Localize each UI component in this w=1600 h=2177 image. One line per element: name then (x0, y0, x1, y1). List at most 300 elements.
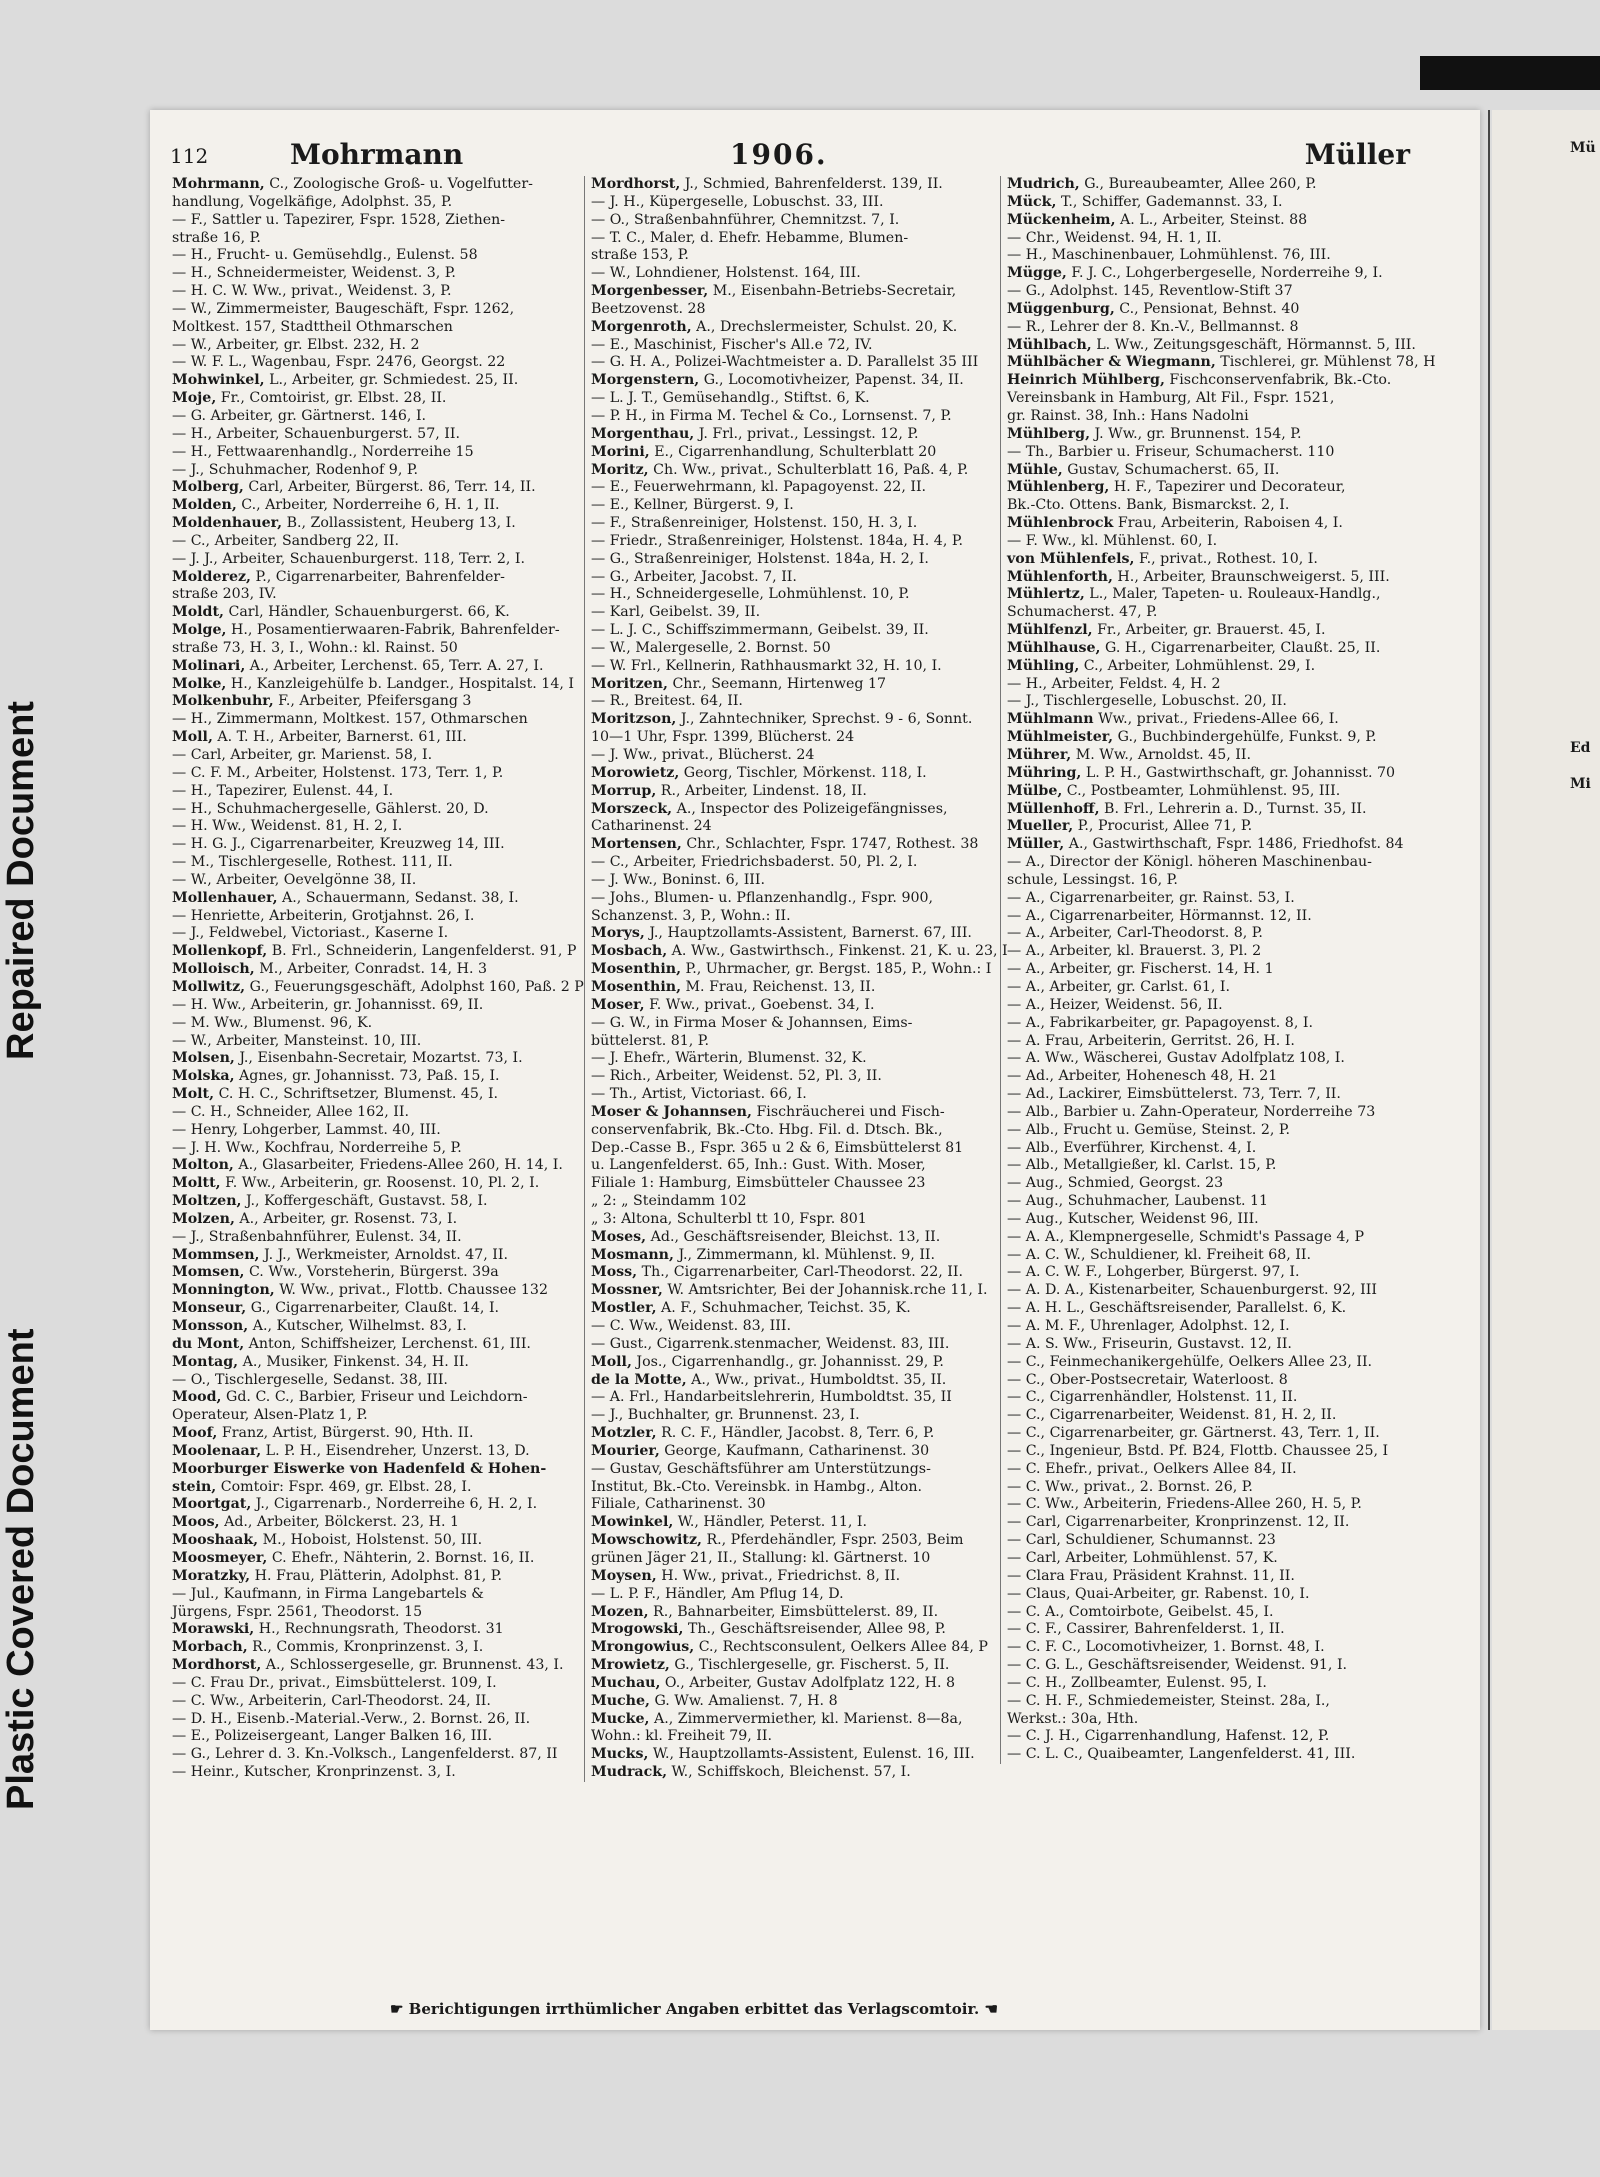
directory-entry (1007, 1104, 1412, 1122)
entry-surname: Momsen, (172, 1264, 245, 1281)
entry-surname: Moldenhauer, (172, 515, 283, 532)
entry-surname: Mückenheim, (1007, 211, 1116, 228)
entry-text: — F. Ww., kl. Mühlenst. 60, I. (1007, 532, 1218, 549)
entry-text: — E., Polizeisergeant, Langer Balken 16, III. (172, 1728, 493, 1745)
entry-surname: Morowietz, (591, 764, 680, 781)
directory-entry (591, 1104, 996, 1122)
scanner-black-tab (1420, 56, 1600, 90)
directory-entry (172, 1140, 577, 1158)
directory-entry (1007, 372, 1412, 390)
entry-text: — A., Arbeiter, kl. Brauerst. 3, Pl. 2 (1007, 943, 1262, 960)
entry-text: — L. J. C., Schiffszimmermann, Geibelst. 39, II. (591, 622, 929, 639)
directory-entry (591, 1300, 996, 1318)
directory-entry (591, 1229, 996, 1247)
entry-surname: Molberg, (172, 479, 244, 496)
entry-text: — W., Arbeiter, gr. Elbst. 232, H. 2 (172, 336, 420, 353)
directory-entry (172, 1015, 577, 1033)
entry-text: — H., Zimmermann, Moltkest. 157, Othmarschen (172, 711, 528, 728)
directory-entry (1007, 622, 1412, 640)
directory-entry (1007, 1140, 1412, 1158)
directory-entry (1007, 801, 1412, 819)
directory-entry (172, 1443, 577, 1461)
directory-entry (1007, 818, 1412, 836)
entry-text: H., Rechnungsrath, Theodorst. 31 (254, 1621, 504, 1638)
entry-text: — C., Feinmechanikergehülfe, Oelkers Allee 23, II. (1007, 1353, 1373, 1370)
entry-text: — C. G. L., Geschäftsreisender, Weidenst. 91, I. (1007, 1657, 1348, 1674)
entry-text: — A. H. L., Geschäftsreisender, Parallelst. 6, K. (1007, 1300, 1347, 1317)
entry-text: W., Schiffskoch, Bleichenst. 57, I. (667, 1764, 911, 1781)
directory-entry (591, 1711, 996, 1729)
directory-entry (172, 658, 577, 676)
entry-text: — C., Arbeiter, Friedrichsbaderst. 50, Pl. 2, I. (591, 854, 918, 871)
entry-text: — H., Frucht- u. Gemüsehdlg., Eulenst. 58 (172, 247, 478, 264)
directory-entry (591, 1372, 996, 1390)
entry-surname: Molt, (172, 1086, 215, 1103)
entry-text: — P. H., in Firma M. Techel & Co., Lornsenst. 7, P. (591, 407, 952, 424)
entry-text: conservenfabrik, Bk.-Cto. Hbg. Fil. d. Dtsch. Bk., (591, 1121, 943, 1138)
directory-entry (591, 337, 996, 355)
entry-surname: Mohrmann, (172, 176, 265, 192)
entry-text: A., Musiker, Finkenst. 34, H. II. (238, 1353, 469, 1370)
entry-text: A., Arbeiter, Lerchenst. 65, Terr. A. 27, I. (245, 657, 544, 674)
entry-text: A. Ww., Gastwirthsch., Finkenst. 21, K. u. 23, I (667, 943, 1008, 960)
directory-entry (1007, 1639, 1412, 1657)
entry-text: — Claus, Quai-Arbeiter, gr. Rabenst. 10, I. (1007, 1585, 1310, 1602)
directory-entry (591, 693, 996, 711)
directory-entry (172, 1211, 577, 1229)
entry-surname: Mühling, (1007, 657, 1080, 674)
entry-surname: Mood, (172, 1389, 222, 1406)
entry-surname: Mosmann, (591, 1246, 674, 1263)
directory-entry (1007, 1443, 1412, 1461)
directory-entry (591, 1532, 996, 1550)
directory-entry (1007, 408, 1412, 426)
entry-text: F. Ww., privat., Goebenst. 34, I. (644, 996, 875, 1013)
entry-text: — C. Frau Dr., privat., Eimsbüttelerst. 109, I. (172, 1674, 497, 1691)
directory-entry (1007, 1604, 1412, 1622)
entry-surname: Mordhorst, (591, 176, 681, 192)
entry-text: G., Cigarrenarbeiter, Claußt. 14, I. (246, 1300, 500, 1317)
entry-text: — G., Straßenreiniger, Holstenst. 184a, H. 2, I. (591, 550, 929, 567)
directory-entry (1007, 1122, 1412, 1140)
entry-text: — E., Feuerwehrmann, kl. Papagoyenst. 22, II. (591, 479, 927, 496)
entry-text: — A., Heizer, Weidenst. 56, II. (1007, 996, 1223, 1013)
entry-text: G., Feuerungsgeschäft, Adolphst 160, Paß. 2 P (245, 978, 584, 995)
directory-entry (172, 908, 577, 926)
entry-text: B. Frl., Lehrerin a. D., Turnst. 35, II. (1099, 800, 1367, 817)
entry-text: — H. C. W. Ww., privat., Weidenst. 3, P. (172, 283, 452, 300)
entry-text: — H., Schneidergeselle, Lohmühlenst. 10, P. (591, 586, 910, 603)
entry-text: — Carl, Schuldiener, Schumannst. 23 (1007, 1532, 1276, 1549)
directory-entry (172, 1157, 577, 1175)
entry-surname: stein, (172, 1478, 217, 1495)
entry-surname: Moltt, (172, 1175, 221, 1192)
entry-text: — C., Cigarrenarbeiter, gr. Gärtnerst. 43, Terr. 1, II. (1007, 1425, 1380, 1442)
directory-entry (591, 283, 996, 301)
directory-entry (172, 1657, 577, 1675)
directory-entry (1007, 908, 1412, 926)
entry-text: — A. S. Ww., Friseurin, Gustavst. 12, II. (1007, 1335, 1292, 1352)
directory-entry (172, 1122, 577, 1140)
directory-entry (591, 890, 996, 908)
directory-entry (172, 1425, 577, 1443)
directory-entry (172, 444, 577, 462)
entry-surname: Mowinkel, (591, 1514, 674, 1531)
entry-text: — C. J. H., Cigarrenhandlung, Hafenst. 12, P. (1007, 1728, 1330, 1745)
entry-text: — C. A., Comtoirbote, Geibelst. 45, I. (1007, 1603, 1274, 1620)
entry-text: Th., Geschäftsreisender, Allee 98, P. (683, 1621, 946, 1638)
entry-surname: Mühlertz, (1007, 586, 1085, 603)
directory-entry (172, 1514, 577, 1532)
entry-text: G., Bureaubeamter, Allee 260, P. (1079, 176, 1317, 192)
entry-text: — Carl, Cigarrenarbeiter, Kronprinzenst. 12, II. (1007, 1514, 1350, 1531)
entry-text: A. T. H., Arbeiter, Barnerst. 61, III. (212, 729, 467, 746)
directory-entry (172, 818, 577, 836)
entry-text: 10—1 Uhr, Fspr. 1399, Blücherst. 24 (591, 729, 855, 746)
entry-text: — Henriette, Arbeiterin, Grotjahnst. 26, I. (172, 907, 475, 924)
entry-text: — C. F. M., Arbeiter, Holstenst. 173, Terr. 1, P. (172, 764, 504, 781)
entry-surname: Mucke, (591, 1710, 650, 1727)
directory-entry (172, 1354, 577, 1372)
directory-entry (591, 872, 996, 890)
entry-surname: Molge, (172, 622, 227, 639)
entry-surname: Mühlmeister, (1007, 729, 1114, 746)
entry-text: — Alb., Frucht u. Gemüse, Steinst. 2, P. (1007, 1121, 1291, 1138)
entry-text: — E., Kellner, Bürgerst. 9, I. (591, 497, 794, 514)
entry-text: A., Drechslermeister, Schulst. 20, K. (691, 318, 958, 335)
entry-text: — A., Arbeiter, Carl-Theodorst. 8, P. (1007, 925, 1263, 942)
directory-entry (172, 747, 577, 765)
entry-text: E., Cigarrenhandlung, Schulterblatt 20 (649, 443, 937, 460)
entry-text: — G., Lehrer d. 3. Kn.-Volksch., Langenfelderst. 87, II (172, 1746, 558, 1763)
entry-text: C., Pensionat, Behnst. 40 (1114, 300, 1300, 317)
entry-text: — C. Ww., Weidenst. 83, III. (591, 1318, 792, 1334)
directory-entry (591, 1514, 996, 1532)
entry-text: — J. Ww., privat., Blücherst. 24 (591, 747, 815, 763)
entry-text: H., Kanzleigehülfe b. Landger., Hospitalst. 14, I (226, 675, 574, 692)
directory-entry (1007, 836, 1412, 854)
directory-entry (172, 533, 577, 551)
directory-entry (591, 961, 996, 979)
entry-text: — R., Breitest. 64, II. (591, 693, 743, 710)
entry-surname: Moos, (172, 1514, 220, 1531)
entry-text: — A., Cigarrenarbeiter, gr. Rainst. 53, I. (1007, 889, 1295, 906)
entry-text: Dep.-Casse B., Fspr. 365 u 2 & 6, Eimsbüttelerst 81 (591, 1139, 964, 1156)
entry-text: L. Ww., Zeitungsgeschäft, Hörmannst. 5, III. (1091, 336, 1416, 353)
entry-text: Fr., Arbeiter, gr. Brauerst. 45, I. (1092, 622, 1326, 639)
directory-entry (591, 1318, 996, 1336)
directory-entry (1007, 426, 1412, 444)
directory-entry (172, 622, 577, 640)
directory-entry (1007, 979, 1412, 997)
entry-text: Comtoir: Fspr. 469, gr. Elbst. 28, I. (216, 1478, 472, 1495)
entry-text: L., Arbeiter, gr. Schmiedest. 25, II. (264, 372, 519, 389)
directory-entry (1007, 604, 1412, 622)
directory-entry (1007, 854, 1412, 872)
directory-entry (172, 1675, 577, 1693)
entry-surname: Morgenthau, (591, 425, 695, 442)
directory-entry (591, 908, 996, 926)
entry-surname: Moritzson, (591, 711, 677, 728)
entry-text: G. H., Cigarrenarbeiter, Claußt. 25, II. (1100, 639, 1381, 656)
entry-text: — J., Buchhalter, gr. Brunnenst. 23, I. (591, 1407, 860, 1424)
directory-entry (1007, 1728, 1412, 1746)
directory-entry (172, 354, 577, 372)
directory-entry (591, 586, 996, 604)
entry-text: — Jul., Kaufmann, in Firma Langebartels & (172, 1585, 484, 1602)
entry-surname: Molton, (172, 1157, 234, 1174)
directory-entry (591, 569, 996, 587)
entry-text: B. Frl., Schneiderin, Langenfelderst. 91, P (267, 943, 577, 960)
entry-surname: de la Motte, (591, 1371, 687, 1388)
entry-text: — J., Schuhmacher, Rodenhof 9, P. (172, 461, 419, 478)
entry-text: A., Schauermann, Sedanst. 38, I. (277, 889, 519, 906)
directory-entry (172, 1496, 577, 1514)
entry-surname: Mühlfenzl, (1007, 622, 1093, 639)
directory-entry (1007, 872, 1412, 890)
entry-text: — A. D. A., Kistenarbeiter, Schauenburgerst. 92, III (1007, 1282, 1377, 1299)
directory-entry (1007, 1496, 1412, 1514)
entry-text: — Gust., Cigarrenk.stenmacher, Weidenst. 83, III. (591, 1335, 950, 1352)
directory-entry (1007, 1550, 1412, 1568)
directory-entry (1007, 997, 1412, 1015)
directory-entry (591, 1193, 996, 1211)
directory-entry (591, 551, 996, 569)
entry-text: — W., Arbeiter, Mansteinst. 10, III. (172, 1032, 422, 1049)
entry-text: — J. Ww., Boninst. 6, III. (591, 871, 766, 888)
directory-entry (172, 1086, 577, 1104)
entry-surname: Mühlhause, (1007, 639, 1101, 656)
entry-text: — C. H., Zollbeamter, Eulenst. 95, I. (1007, 1674, 1267, 1691)
entry-text: O., Arbeiter, Gustav Adolfplatz 122, H. 8 (660, 1674, 956, 1691)
directory-entry (591, 301, 996, 319)
entry-text: — O., Straßenbahnführer, Chemnitzst. 7, I. (591, 211, 900, 228)
directory-entry (591, 1568, 996, 1586)
entry-text: — F., Sattler u. Tapezirer, Fspr. 1528, Ziethen- (172, 211, 506, 228)
entry-surname: Moltzen, (172, 1193, 242, 1210)
entry-surname: Morgenroth, (591, 318, 692, 335)
entry-text: W. Amtsrichter, Bei der Johannisk.rche 11, I. (662, 1282, 988, 1299)
directory-entry (1007, 925, 1412, 943)
directory-entry (1007, 462, 1412, 480)
entry-surname: Moritzen, (591, 675, 668, 692)
directory-entry (591, 444, 996, 462)
entry-text: C., Arbeiter, Norderreihe 6, H. 1, II. (236, 497, 500, 514)
directory-entry (1007, 729, 1412, 747)
directory-entry (1007, 658, 1412, 676)
directory-entry (1007, 1282, 1412, 1300)
directory-entry (1007, 497, 1412, 515)
directory-entry (172, 1193, 577, 1211)
entry-text: — W., Lohndiener, Holstenst. 164, III. (591, 265, 861, 282)
directory-entry (1007, 1479, 1412, 1497)
entry-surname: Moser & Johannsen, (591, 1103, 752, 1120)
next-page-fragment: Mi (1570, 776, 1591, 792)
entry-text: G. Ww. Amalienst. 7, H. 8 (649, 1692, 838, 1709)
entry-text: straße 203, IV. (172, 586, 277, 603)
entry-text: — Gustav, Geschäftsführer am Unterstützungs- (591, 1460, 931, 1477)
entry-text: M. Ww., Arnoldst. 45, II. (1071, 747, 1251, 763)
entry-text: Jos., Cigarrenhandlg., gr. Johannisst. 29, P. (631, 1353, 944, 1370)
directory-entry (1007, 1086, 1412, 1104)
entry-text: — J., Feldwebel, Victoriast., Kaserne I. (172, 925, 449, 942)
directory-entry (591, 176, 996, 194)
entry-text: — G., Arbeiter, Jacobst. 7, II. (591, 568, 797, 585)
directory-entry (1007, 479, 1412, 497)
entry-text: — T. C., Maler, d. Ehefr. Hebamme, Blumen- (591, 229, 909, 246)
entry-surname: Motzler, (591, 1425, 657, 1442)
directory-entry (1007, 1711, 1412, 1729)
directory-page (150, 110, 1480, 2030)
entry-surname: Mudrich, (1007, 176, 1080, 192)
entry-text: — Alb., Metallgießer, kl. Carlst. 15, P. (1007, 1157, 1277, 1174)
directory-entry (591, 1461, 996, 1479)
entry-text: Vereinsbank in Hamburg, Alt Fil., Fspr. 1521, (1007, 390, 1335, 407)
entry-text: — A. Ww., Wäscherei, Gustav Adolfplatz 108, I. (1007, 1050, 1345, 1067)
entry-text: — Alb., Everführer, Kirchenst. 4, I. (1007, 1139, 1257, 1156)
entry-text: — Henry, Lohgerber, Lammst. 40, III. (172, 1121, 441, 1138)
directory-entry (1007, 747, 1412, 765)
entry-text: J., Zahntechniker, Sprechst. 9 - 6, Sonnt. (676, 711, 973, 728)
directory-entry (1007, 444, 1412, 462)
directory-entry (172, 1639, 577, 1657)
directory-entry (172, 1264, 577, 1282)
directory-entry (172, 497, 577, 515)
entry-text: J. J., Werkmeister, Arnoldst. 47, II. (259, 1246, 509, 1263)
entry-text: — A. C. W., Schuldiener, kl. Freiheit 68, II. (1007, 1246, 1312, 1263)
directory-entry (591, 943, 1008, 961)
entry-text: Tischlerei, gr. Mühlenst 78, H (1215, 354, 1436, 371)
directory-entry (591, 1604, 996, 1622)
entry-text: R., Bahnarbeiter, Eimsbüttelerst. 89, II. (648, 1603, 939, 1620)
entry-surname: Mrongowius, (591, 1639, 695, 1656)
entry-text: — H., Schneidermeister, Weidenst. 3, P. (172, 265, 456, 282)
entry-text: G., Locomotivheizer, Papenst. 34, II. (699, 372, 964, 389)
entry-text: straße 16, P. (172, 229, 261, 246)
directory-entry (172, 1033, 577, 1051)
directory-entry (172, 1693, 577, 1711)
entry-text: Fischconservenfabrik, Bk.-Cto. (1164, 372, 1392, 389)
entry-text: Chr., Schlachter, Fspr. 1747, Rothest. 38 (681, 836, 979, 853)
entry-text: Th., Cigarrenarbeiter, Carl-Theodorst. 22, II. (637, 1264, 964, 1281)
entry-surname: Moss, (591, 1264, 638, 1281)
entry-surname: Mohwinkel, (172, 372, 265, 389)
entry-text: — W. F. L., Wagenbau, Fspr. 2476, Georgst. 22 (172, 354, 506, 371)
entry-text: A. L., Arbeiter, Steinst. 88 (1115, 211, 1308, 228)
entry-text: büttelerst. 81, P. (591, 1032, 709, 1049)
directory-entry (591, 979, 996, 997)
entry-text: — A., Director der Königl. höheren Maschinenbau- (1007, 854, 1372, 871)
directory-entry (172, 961, 577, 979)
entry-text: H. F., Tapezirer und Decorateur, (1109, 479, 1346, 496)
directory-entry (172, 997, 577, 1015)
directory-entry (172, 176, 577, 194)
directory-entry (591, 372, 996, 390)
entry-text: — H., Fettwaarenhandlg., Norderreihe 15 (172, 443, 474, 460)
entry-surname: Mühlbächer & Wiegmann, (1007, 354, 1216, 371)
directory-entry (591, 1086, 996, 1104)
entry-surname: Molden, (172, 497, 237, 514)
entry-surname: Mollenhauer, (172, 889, 278, 906)
entry-text: J., Eisenbahn-Secretair, Mozartst. 73, I. (234, 1050, 523, 1067)
entry-text: C. H. C., Schriftsetzer, Blumenst. 45, I. (214, 1086, 499, 1103)
entry-text: — D. H., Eisenb.-Material.-Verw., 2. Bornst. 26, II. (172, 1710, 531, 1727)
directory-entry (591, 1175, 996, 1193)
directory-entry (591, 622, 996, 640)
directory-entry (1007, 1211, 1412, 1229)
entry-text: A., Inspector des Polizeigefängnisses, (672, 800, 948, 817)
entry-text: Gustav, Schumacherst. 65, II. (1062, 461, 1280, 478)
entry-text: — Th., Barbier u. Friseur, Schumacherst. 110 (1007, 443, 1335, 460)
directory-entry (591, 1675, 996, 1693)
entry-text: — C. L. C., Quaibeamter, Langenfelderst. 41, III. (1007, 1746, 1356, 1763)
directory-entry (172, 604, 577, 622)
next-page-fragment: Mü (1570, 140, 1596, 156)
directory-entry (172, 247, 577, 265)
entry-text: Moltkest. 157, Stadttheil Othmarschen (172, 318, 453, 335)
entry-text: Wohn.: kl. Freiheit 79, II. (591, 1728, 773, 1745)
entry-text: — H., Tapezirer, Eulenst. 44, I. (172, 782, 394, 799)
entry-text: — Rich., Arbeiter, Weidenst. 52, Pl. 3, II. (591, 1068, 882, 1085)
entry-text: G., Tischlergeselle, gr. Fischerst. 5, II. (669, 1657, 950, 1674)
entry-surname: Mudrack, (591, 1764, 668, 1781)
directory-entry (1007, 176, 1412, 194)
entry-text: straße 73, H. 3, I., Wohn.: kl. Rainst. 50 (172, 639, 458, 656)
directory-entry (1007, 943, 1412, 961)
entry-text: P., Procurist, Allee 71, P. (1073, 818, 1253, 835)
directory-entry (1007, 1193, 1412, 1211)
entry-text: A. F., Schuhmacher, Teichst. 35, K. (656, 1300, 911, 1317)
entry-text: F., Arbeiter, Pfeifersgang 3 (273, 693, 472, 710)
entry-text: — Aug., Schmied, Georgst. 23 (1007, 1175, 1224, 1192)
entry-surname: Moritz, (591, 461, 649, 478)
entry-text: B., Zollassistent, Heuberg 13, I. (282, 515, 516, 532)
directory-entry (1007, 551, 1412, 569)
entry-surname: Müllenhoff, (1007, 800, 1100, 817)
entry-text: Carl, Arbeiter, Bürgerst. 86, Terr. 14, II. (243, 479, 536, 496)
entry-text: — H., Arbeiter, Schauenburgerst. 57, II. (172, 425, 460, 442)
entry-surname: von Mühlenfels, (1007, 550, 1135, 567)
entry-surname: Muche, (591, 1692, 650, 1709)
entry-surname: Monseur, (172, 1300, 247, 1317)
entry-surname: Mortensen, (591, 836, 682, 853)
directory-entry (172, 1728, 577, 1746)
directory-entry (1007, 1621, 1412, 1639)
entry-text: Ad., Geschäftsreisender, Bleichst. 13, II. (646, 1228, 941, 1245)
entry-text: — H. Ww., Arbeiterin, gr. Johannisst. 69, II. (172, 996, 484, 1013)
entry-surname: Mühlenbrock (1007, 515, 1114, 532)
entry-text: M., Eisenbahn-Betriebs-Secretair, (708, 283, 957, 300)
next-page-fragment: Ed (1570, 740, 1591, 756)
entry-surname: Mossner, (591, 1282, 663, 1299)
directory-entry (591, 604, 996, 622)
entry-text: — Carl, Arbeiter, Lohmühlenst. 57, K. (1007, 1549, 1278, 1566)
entry-text: C., Zoologische Groß- u. Vogelfutter- (264, 176, 533, 192)
entry-surname: Moratzky, (172, 1567, 251, 1584)
directory-entry (172, 1568, 577, 1586)
directory-entry (172, 1479, 577, 1497)
directory-entry (591, 1693, 996, 1711)
entry-surname: Mourier, (591, 1442, 660, 1459)
entry-surname: Mollenkopf, (172, 943, 268, 960)
directory-entry (591, 426, 996, 444)
entry-text: — C. F., Cassirer, Bahrenfelderst. 1, II. (1007, 1621, 1285, 1638)
entry-text: — Ad., Arbeiter, Hohenesch 48, H. 21 (1007, 1068, 1278, 1085)
directory-entry (591, 1657, 996, 1675)
directory-entry (1007, 1229, 1412, 1247)
directory-entry (1007, 212, 1412, 230)
entry-text: George, Kaufmann, Catharinenst. 30 (659, 1442, 930, 1459)
